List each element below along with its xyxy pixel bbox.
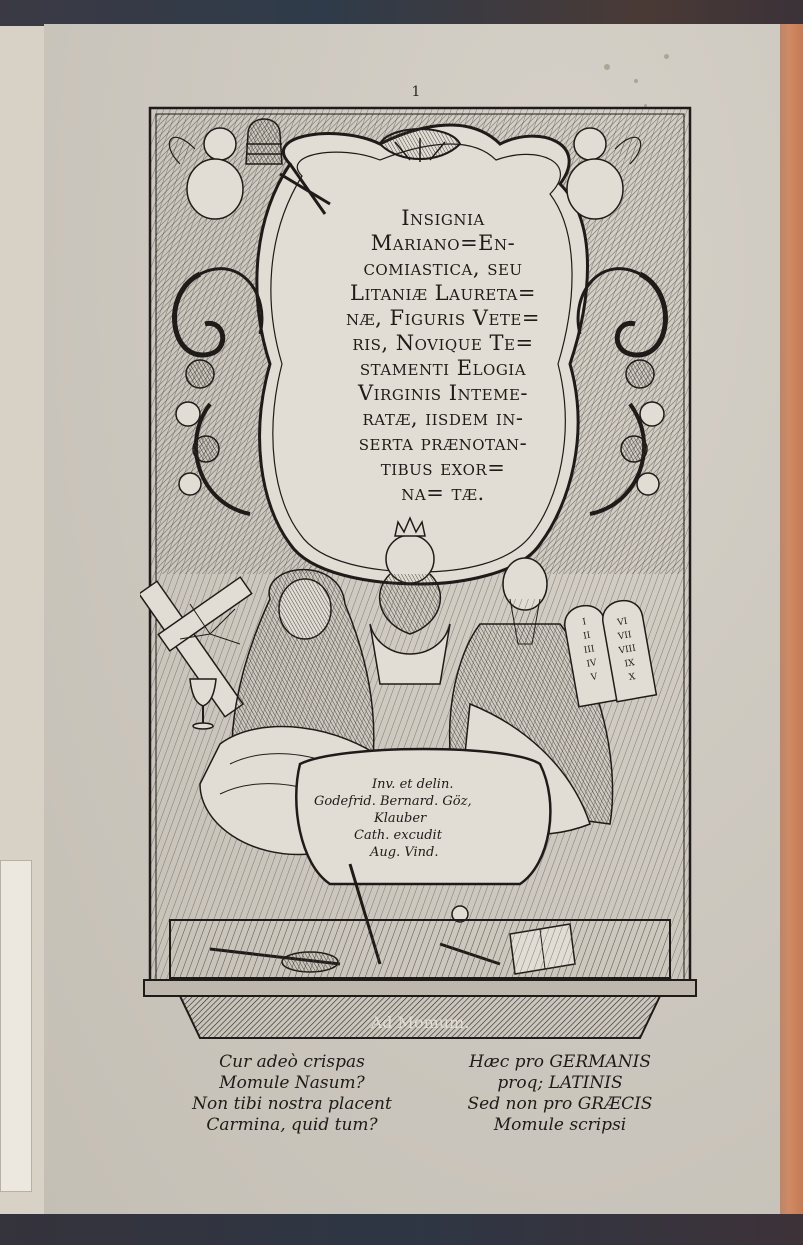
title-line: stamenti Elogia: [359, 356, 527, 380]
verse-left-column: [162, 1052, 422, 1136]
title-line: serta prænotan-: [358, 431, 528, 455]
plinth-label: Ad Momum.: [370, 1013, 470, 1032]
tablet-numeral: IV: [585, 658, 598, 670]
tablet-numeral: VII: [617, 630, 633, 643]
previous-page-tab: [0, 860, 32, 1192]
title-line: Virginis Inteme-: [357, 381, 529, 405]
title-line: ris, Novique Te=: [352, 331, 534, 355]
signature-line: Cath. excudit: [354, 828, 442, 843]
title-line: Insignia: [401, 206, 485, 230]
signature-line: Aug. Vind.: [370, 845, 439, 860]
title-line: Litaniæ Laureta=: [350, 281, 536, 305]
page-fore-edge: [780, 24, 803, 1216]
verse-line: Carmina, quid tum?: [206, 1115, 378, 1135]
verse-line: Non tibi nostra placent: [192, 1094, 392, 1114]
title-line: Mariano=En-: [370, 231, 516, 255]
title-line: ratæ, iisdem in-: [362, 406, 524, 430]
title-line: comiastica, seu: [363, 256, 523, 280]
verse-line: Momule scripsi: [493, 1115, 627, 1135]
signature-line: Inv. et delin.: [372, 777, 454, 792]
book-cover-bottom: [0, 1214, 803, 1245]
page-number: 1: [411, 84, 421, 100]
signature-line: Godefrid. Bernard. Göz,: [314, 794, 472, 809]
verse-line: Sed non pro GRÆCIS: [467, 1094, 653, 1114]
verse-line: proq; LATINIS: [497, 1073, 623, 1093]
title-line: na= tæ.: [401, 481, 485, 505]
tablet-numeral: VIII: [617, 643, 637, 657]
verse-line: Momule Nasum?: [219, 1073, 365, 1093]
verse-right-column: [430, 1052, 690, 1136]
engraver-signature: [310, 776, 530, 861]
tablet-numeral: X: [628, 672, 637, 684]
title-line: tibus exor=: [380, 456, 506, 480]
tablet-numeral: V: [590, 672, 599, 684]
tablet-numeral: I: [581, 617, 588, 628]
tablet-numeral: IX: [623, 658, 636, 670]
tablet-numeral: III: [583, 644, 596, 656]
tablets-of-law-icon: [562, 598, 657, 707]
title-block: [318, 206, 568, 506]
verse-line: Cur adeò crispas: [219, 1052, 365, 1072]
verse-line: Hæc pro GERMANIS: [468, 1052, 652, 1072]
tablet-numeral: VI: [616, 616, 629, 629]
title-line: næ, Figuris Vete=: [346, 306, 540, 330]
signature-line: Klauber: [374, 811, 427, 826]
tablet-numeral: II: [582, 630, 592, 642]
